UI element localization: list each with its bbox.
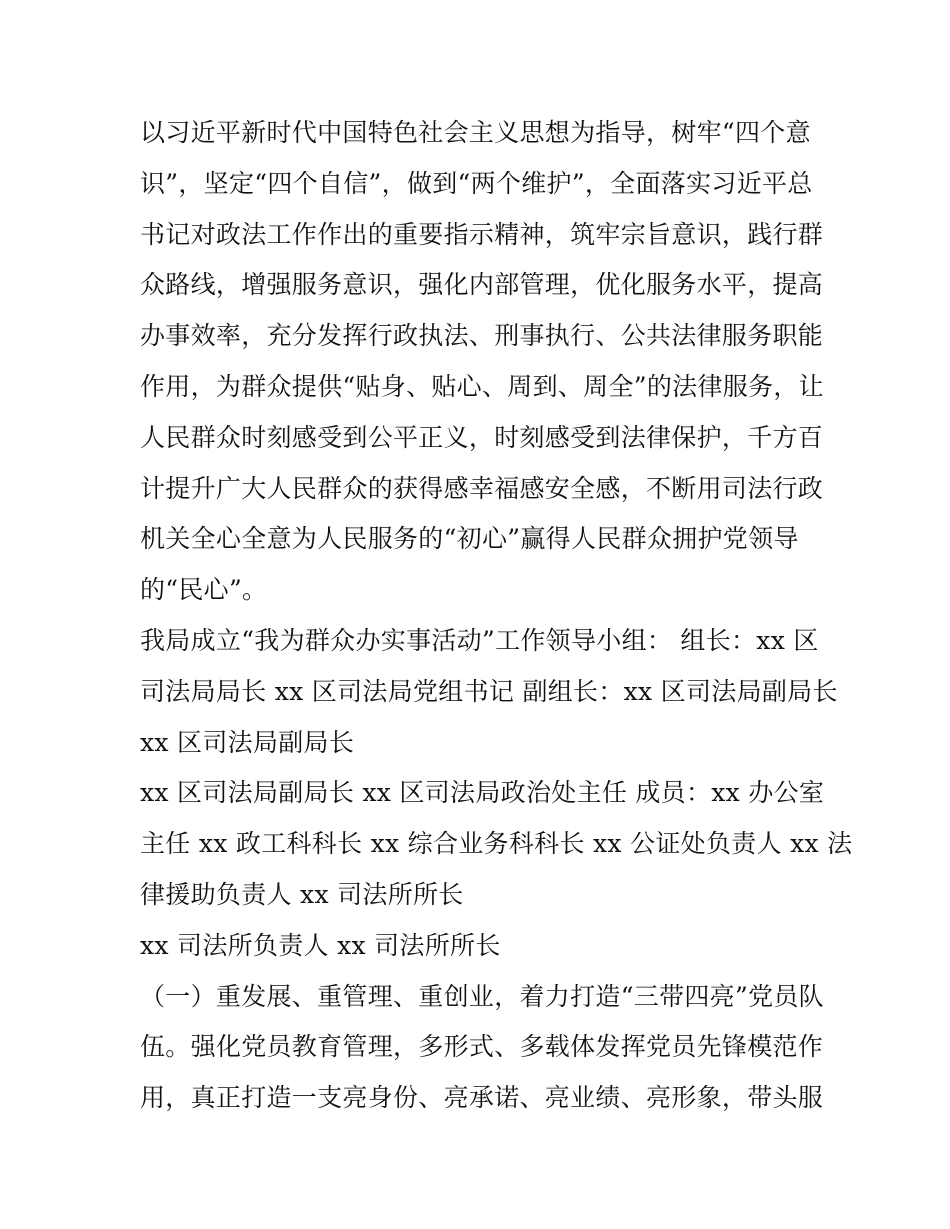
text-line: 主任 xx 政工科科长 xx 综合业务科科长 xx 公证处负责人 xx 法 — [140, 829, 853, 859]
text-line: 计提升广大人民群众的获得感幸福感安全感，不断用司法行政 — [140, 473, 824, 503]
text-line: 作用，为群众提供“贴身、贴心、周到、周全”的法律服务，让 — [140, 371, 824, 401]
text-line: 众路线，增强服务意识，强化内部管理，优化服务水平，提高 — [140, 270, 824, 300]
text-line: 以习近平新时代中国特色社会主义思想为指导，树牢“四个意 — [140, 118, 811, 147]
text-line: 书记对政法工作作出的重要指示精神，筑牢宗旨意识，践行群 — [140, 219, 824, 249]
text-line: （一）重发展、重管理、重创业，着力打造“三带四亮”党员队 — [140, 981, 824, 1011]
document-body — [140, 108, 853, 1124]
text-line: 办事效率，充分发挥行政执法、刑事执行、公共法律服务职能 — [140, 321, 824, 351]
text-line: 我局成立“我为群众办实事活动”工作领导小组： 组长：xx 区 — [140, 625, 819, 655]
text-line: 用，真正打造一支亮身份、亮承诺、亮业绩、亮形象，带头服 — [140, 1083, 824, 1113]
text-line: 机关全心全意为人民服务的“初心”赢得人民群众拥护党领导 — [140, 524, 799, 554]
text-line: 人民群众时刻感受到公平正义，时刻感受到法律保护，千方百 — [140, 422, 824, 452]
text-line: 识”，坚定“四个自信”，做到“两个维护”，全面落实习近平总 — [140, 168, 813, 198]
text-line: 伍。强化党员教育管理，多形式、多载体发挥党员先锋模范作 — [140, 1032, 824, 1062]
text-line: xx 司法所负责人 xx 司法所所长 — [140, 930, 501, 960]
text-line: 司法局局长 xx 区司法局党组书记 副组长：xx 区司法局副局长 — [140, 676, 838, 706]
text-line: xx 区司法局副局长 — [140, 727, 355, 757]
text-line: xx 区司法局副局长 xx 区司法局政治处主任 成员：xx 办公室 — [140, 778, 825, 808]
text-line: 的“民心”。 — [140, 575, 268, 605]
text-line: 律援助负责人 xx 司法所所长 — [140, 879, 464, 909]
